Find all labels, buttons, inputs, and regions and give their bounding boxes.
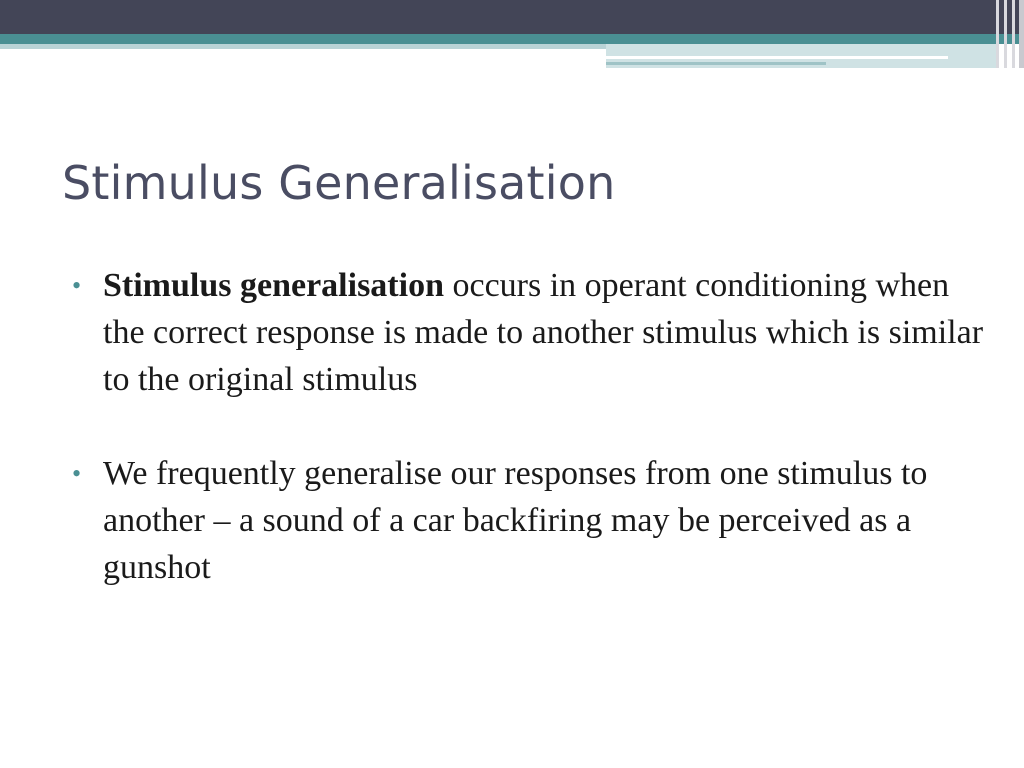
bullet-item <box>72 450 992 591</box>
bullet-bold-term: Stimulus generalisation <box>103 267 444 304</box>
header-band-step-line <box>606 62 826 65</box>
bullet-text: occurs in operant conditioning when the correct response is made to another stimulus which is similar to the original stimulus <box>103 267 984 398</box>
header-band-step-inner <box>606 56 948 59</box>
header-band-light <box>0 44 606 49</box>
bullet-text: We frequently generalise our responses from one stimulus to another – a sound of a car backfiring may be perceived as a gunshot <box>103 455 928 586</box>
header-band-teal <box>0 34 1024 44</box>
bullet-icon: • <box>72 271 82 300</box>
corner-stripe <box>1004 0 1007 68</box>
corner-stripe <box>1012 0 1015 68</box>
corner-stripe <box>996 0 999 68</box>
bullet-item <box>72 262 992 403</box>
slide-title: Stimulus Generalisation <box>62 156 616 210</box>
bullet-list <box>72 262 992 591</box>
header-band-dark <box>0 0 1024 34</box>
corner-stripe <box>1019 0 1024 68</box>
bullet-icon: • <box>72 459 82 488</box>
